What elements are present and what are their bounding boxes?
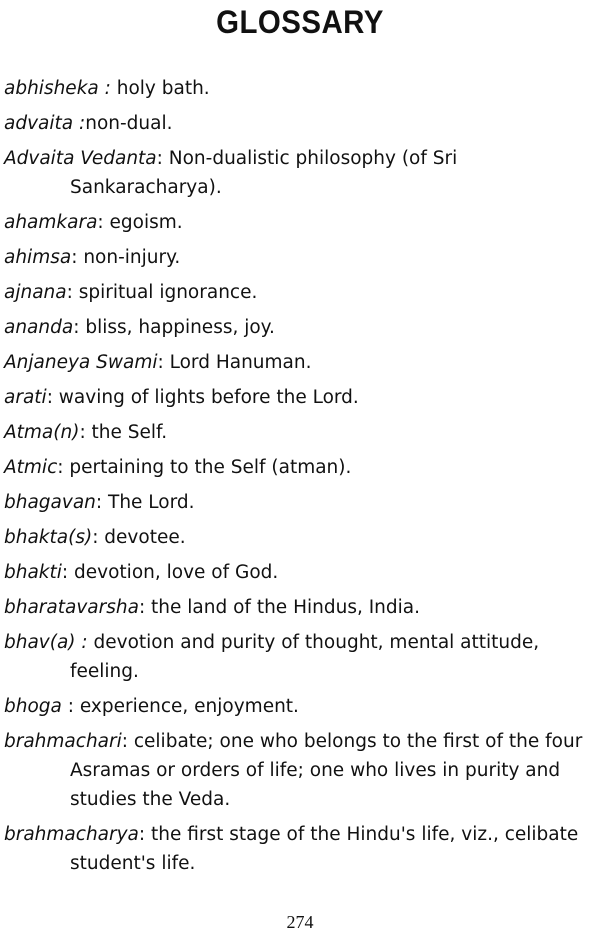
- glossary-entry: [4, 383, 598, 412]
- glossary-entry: [4, 558, 598, 587]
- glossary-entry: [4, 74, 598, 103]
- entry-term: ahimsa: [4, 247, 72, 268]
- glossary-entry: [4, 820, 598, 878]
- entry-term: arati: [4, 387, 47, 408]
- entry-term: ajnana: [4, 282, 67, 303]
- entry-term: bharatavarsha: [4, 597, 139, 618]
- entry-term: bhagavan: [4, 492, 96, 513]
- glossary-entry: [4, 109, 598, 138]
- entry-definition: devotion and purity of thought, mental attitude, feeling.: [70, 632, 540, 682]
- entry-term: abhisheka :: [4, 78, 111, 99]
- glossary-entry: [4, 278, 598, 307]
- entry-definition: : The Lord.: [95, 492, 195, 513]
- glossary-list: [4, 74, 598, 884]
- entry-definition: : celibate; one who belongs to the first of the four Asramas or orders of life; one who lives in purity and studies the Veda.: [70, 731, 583, 810]
- glossary-entry: [4, 453, 598, 482]
- entry-definition: : Non-dualistic philosophy (of Sri Sankaracharya).: [70, 148, 458, 198]
- glossary-entry: [4, 692, 598, 721]
- entry-term: Advaita Vedanta: [4, 148, 157, 169]
- entry-definition: : egoism.: [97, 212, 183, 233]
- entry-term: Atmic: [4, 457, 58, 478]
- glossary-entry: [4, 418, 598, 447]
- entry-definition: : Lord Hanuman.: [157, 352, 312, 373]
- entry-term: Atma(n): [4, 422, 80, 443]
- entry-term: brahmacharya: [4, 824, 139, 845]
- entry-definition: : the first stage of the Hindu's life, viz., celibate student's life.: [70, 824, 579, 874]
- entry-definition: : devotion, love of God.: [61, 562, 279, 583]
- entry-term: bhav(a) :: [4, 632, 88, 653]
- glossary-entry: [4, 727, 598, 814]
- glossary-entry: [4, 348, 598, 377]
- entry-definition: : non-injury.: [71, 247, 181, 268]
- glossary-entry: [4, 523, 598, 552]
- entry-term: brahmachari: [4, 731, 122, 752]
- glossary-entry: [4, 144, 598, 202]
- entry-term: ananda: [4, 317, 74, 338]
- entry-term: bhakta(s): [4, 527, 93, 548]
- entry-definition: : bliss, happiness, joy.: [73, 317, 275, 338]
- glossary-entry: [4, 243, 598, 272]
- entry-definition: : the Self.: [79, 422, 168, 443]
- entry-term: bhoga: [4, 696, 62, 717]
- entry-term: ahamkara: [4, 212, 98, 233]
- entry-definition: holy bath.: [110, 78, 210, 99]
- glossary-entry: [4, 488, 598, 517]
- entry-definition: : waving of lights before the Lord.: [46, 387, 359, 408]
- entry-definition: : pertaining to the Self (atman).: [57, 457, 352, 478]
- glossary-entry: [4, 208, 598, 237]
- glossary-entry: [4, 593, 598, 622]
- page-number: 274: [286, 912, 314, 932]
- entry-definition: : experience, enjoyment.: [61, 696, 299, 717]
- entry-definition: : devotee.: [92, 527, 186, 548]
- glossary-entry: [4, 628, 598, 686]
- glossary-entry: [4, 313, 598, 342]
- page-title: GLOSSARY: [216, 4, 384, 40]
- entry-term: bhakti: [4, 562, 62, 583]
- entry-term: Anjaneya Swami: [4, 352, 158, 373]
- entry-definition: : spiritual ignorance.: [66, 282, 258, 303]
- entry-definition: non-dual.: [85, 113, 173, 134]
- entry-definition: : the land of the Hindus, India.: [138, 597, 420, 618]
- entry-term: advaita :: [4, 113, 86, 134]
